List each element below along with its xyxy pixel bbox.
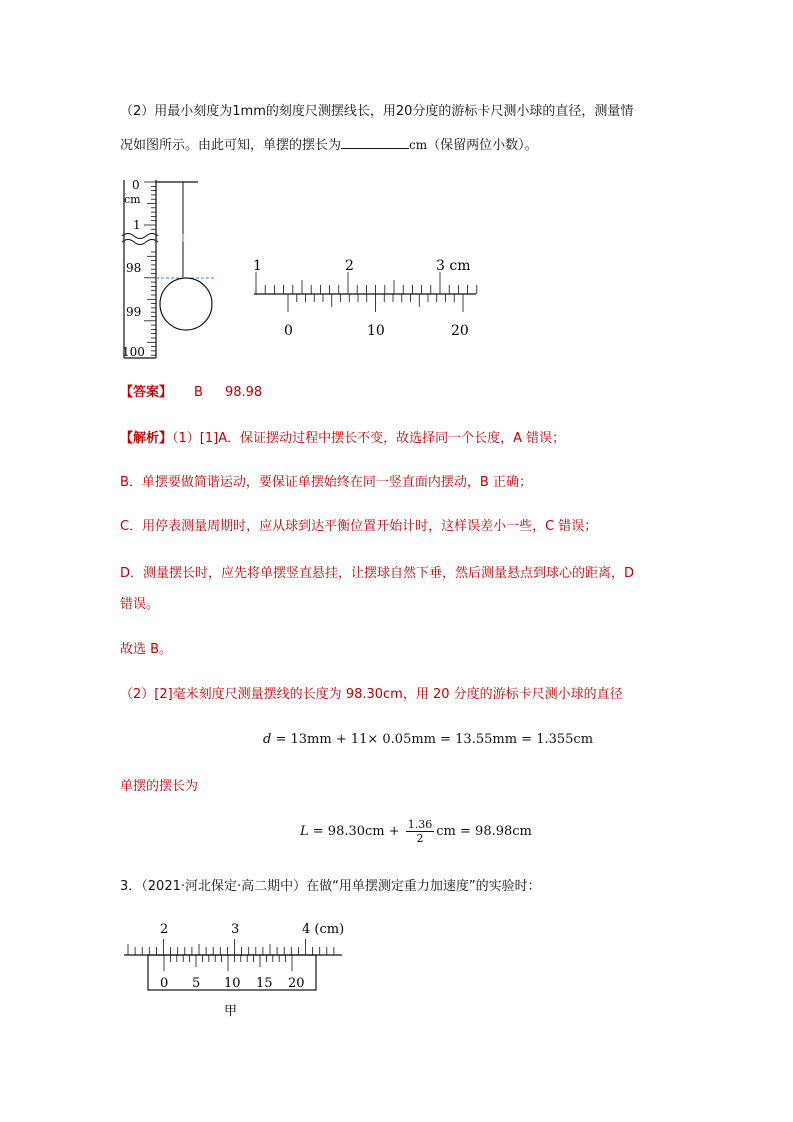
question-2-line-1: （2）用最小刻度为1mm的刻度尺测摆线长，用20分度的游标卡尺测小球的直径，测量情: [120, 104, 634, 119]
jia-vernier-label-5: 5: [192, 976, 201, 991]
ruler-label-0: 0: [132, 178, 140, 192]
ruler-label-1: 1: [133, 218, 141, 232]
caliper-vernier-label-20: 20: [451, 323, 469, 339]
formula-length-prefix: = 98.30cm +: [308, 824, 404, 839]
formula-diameter-expr: = 13mm + 11× 0.05mm = 13.55mm = 1.355cm: [271, 732, 594, 747]
jia-vernier-label-15: 15: [256, 976, 273, 991]
analysis-line-5: 错误。: [120, 597, 160, 612]
answer-tag: 【答案】: [120, 385, 173, 400]
formula-length-suffix: cm = 98.98cm: [436, 824, 532, 839]
answer-value: 98.98: [224, 385, 263, 400]
vernier-caliper: [253, 258, 477, 339]
caliper-main-label-3: 3 cm: [436, 258, 471, 274]
fraction-denominator: 2: [416, 832, 424, 845]
analysis-line-8: 单摆的摆长为: [120, 779, 199, 794]
figure-ruler-and-caliper: [110, 172, 490, 362]
question-2-note: （保留两位小数）。: [427, 138, 538, 153]
analysis-line-4: D．测量摆长时，应先将单摆竖直悬挂，让摆球自然下垂，然后测量悬点到球心的距离，D: [120, 566, 635, 581]
analysis-line-3: C．用停表测量周期时，应从球到达平衡位置开始计时，这样误差小一些，C 错误；: [120, 519, 598, 534]
pendulum-bob: [160, 278, 212, 330]
jia-vernier-label-0: 0: [160, 976, 169, 991]
analysis-line-7: （2）[2]毫米刻度尺测量摆线的长度为 98.30cm，用 20 分度的游标卡尺测小球的直径: [120, 687, 623, 702]
jia-vernier-label-10: 10: [224, 976, 241, 991]
pendulum: [156, 182, 214, 330]
caliper-vernier-label-0: 0: [284, 323, 293, 339]
formula-length-var: L: [300, 824, 309, 839]
analysis-line-6: 故选 B。: [120, 642, 173, 657]
formula-fraction: [406, 818, 435, 845]
caliper-vernier-label-10: 10: [367, 323, 385, 339]
analysis-text-1: （1）[1]A．保证摆动过程中摆长不变，故选择同一个长度，A 错误；: [172, 431, 566, 446]
caliper-main-label-1: 1: [253, 258, 262, 274]
ruler-label-cm: cm: [124, 193, 141, 206]
jia-caption: 甲: [224, 1004, 238, 1019]
analysis-line-2: B．单摆要做简谐运动，要保证单摆始终在同一竖直面内摆动，B 正确；: [120, 475, 532, 490]
question-2-text: 况如图所示。由此可知，单摆的摆长为: [120, 138, 342, 153]
unit-cm: cm: [409, 138, 428, 152]
analysis-line-1: [120, 430, 565, 448]
analysis-tag: 【解析】: [120, 431, 173, 446]
caliper-main-label-2: 2: [345, 258, 354, 274]
jia-main-label-4: 4 (cm): [302, 922, 345, 937]
question-3-line-1: 3．（2021·河北保定·高二期中）在做“用单摆测定重力加速度”的实验时：: [120, 879, 541, 894]
formula-length: [300, 818, 532, 845]
meter-stick: [122, 178, 158, 359]
formula-diameter-var: d: [263, 732, 272, 747]
jia-main-label-3: 3: [231, 922, 240, 937]
figure-caliper-jia: [118, 915, 358, 1025]
answer-blank: [341, 136, 409, 149]
ruler-label-98: 98: [126, 261, 142, 275]
jia-vernier-label-20: 20: [288, 976, 305, 991]
ruler-label-100: 100: [122, 345, 145, 359]
answer-row: [120, 384, 262, 402]
fraction-numerator: 1.36: [407, 818, 433, 831]
jia-main-label-2: 2: [160, 922, 169, 937]
ruler-label-99: 99: [126, 305, 142, 319]
formula-diameter: [263, 732, 593, 747]
answer-choice: B: [194, 385, 203, 400]
question-2-line-2: [120, 136, 538, 155]
